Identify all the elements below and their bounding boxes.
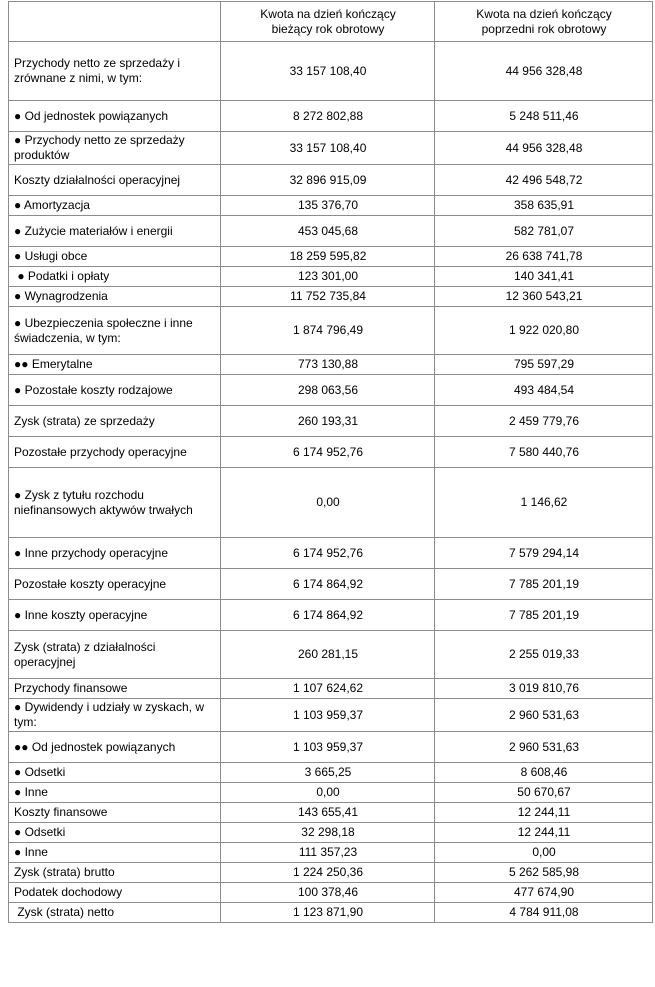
row-label: ●● Emerytalne [9, 355, 221, 375]
row-label: ● Odsetki [9, 763, 221, 783]
row-current-value: 143 655,41 [221, 803, 435, 823]
row-previous-value: 8 608,46 [435, 763, 653, 783]
row-current-value: 1 107 624,62 [221, 679, 435, 699]
table-row [9, 267, 653, 287]
row-previous-value: 3 019 810,76 [435, 679, 653, 699]
table-row [9, 732, 653, 763]
row-label: Przychody netto ze sprzedaży i zrównane z nimi, w tym: [9, 42, 221, 101]
table-row [9, 468, 653, 538]
row-previous-value: 44 956 328,48 [435, 132, 653, 165]
row-label: ● Od jednostek powiązanych [9, 101, 221, 132]
row-current-value: 6 174 864,92 [221, 569, 435, 600]
row-label: ● Amortyzacja [9, 196, 221, 216]
row-previous-value: 0,00 [435, 843, 653, 863]
header-previous-line1: Kwota na dzień kończący [476, 6, 612, 21]
row-current-value: 1 874 796,49 [221, 307, 435, 355]
table-row [9, 42, 653, 101]
row-label: Zysk (strata) netto [9, 903, 221, 923]
table-row [9, 538, 653, 569]
row-current-value: 6 174 952,76 [221, 437, 435, 468]
row-current-value: 0,00 [221, 468, 435, 538]
row-current-value: 8 272 802,88 [221, 101, 435, 132]
row-current-value: 6 174 952,76 [221, 538, 435, 569]
row-previous-value: 7 580 440,76 [435, 437, 653, 468]
row-label: ● Ubezpieczenia społeczne i inne świadczenia, w tym: [9, 307, 221, 355]
row-previous-value: 2 960 531,63 [435, 699, 653, 732]
row-current-value: 135 376,70 [221, 196, 435, 216]
row-previous-value: 493 484,54 [435, 375, 653, 406]
row-current-value: 100 378,46 [221, 883, 435, 903]
table-row [9, 679, 653, 699]
row-previous-value: 582 781,07 [435, 216, 653, 247]
table-row [9, 355, 653, 375]
table-row [9, 406, 653, 437]
row-current-value: 1 103 959,37 [221, 699, 435, 732]
row-label: ● Wynagrodzenia [9, 287, 221, 307]
row-label: ● Inne koszty operacyjne [9, 600, 221, 631]
row-current-value: 1 103 959,37 [221, 732, 435, 763]
row-label: Pozostałe koszty operacyjne [9, 569, 221, 600]
row-previous-value: 44 956 328,48 [435, 42, 653, 101]
row-label: Koszty działalności operacyjnej [9, 165, 221, 196]
header-row [9, 2, 653, 42]
row-previous-value: 4 784 911,08 [435, 903, 653, 923]
row-label: Koszty finansowe [9, 803, 221, 823]
row-label: Zysk (strata) ze sprzedaży [9, 406, 221, 437]
table-row [9, 783, 653, 803]
row-label: ● Inne [9, 843, 221, 863]
row-current-value: 111 357,23 [221, 843, 435, 863]
table-row [9, 843, 653, 863]
row-previous-value: 2 255 019,33 [435, 631, 653, 679]
row-previous-value: 50 670,67 [435, 783, 653, 803]
row-current-value: 298 063,56 [221, 375, 435, 406]
header-current-line2: bieżący rok obrotowy [271, 21, 385, 36]
row-current-value: 32 896 915,09 [221, 165, 435, 196]
row-previous-value: 12 360 543,21 [435, 287, 653, 307]
table-row [9, 803, 653, 823]
header-current-year [221, 2, 435, 42]
row-label: ● Inne [9, 783, 221, 803]
table-row [9, 823, 653, 843]
row-previous-value: 1 146,62 [435, 468, 653, 538]
table-row [9, 600, 653, 631]
row-current-value: 33 157 108,40 [221, 42, 435, 101]
table-row [9, 247, 653, 267]
row-current-value: 18 259 595,82 [221, 247, 435, 267]
row-current-value: 3 665,25 [221, 763, 435, 783]
row-label: ● Zużycie materiałów i energii [9, 216, 221, 247]
row-label: Przychody finansowe [9, 679, 221, 699]
table-row [9, 569, 653, 600]
row-label: ● Odsetki [9, 823, 221, 843]
row-current-value: 1 224 250,36 [221, 863, 435, 883]
table-row [9, 631, 653, 679]
table-row [9, 903, 653, 923]
row-label: ● Zysk z tytułu rozchodu niefinansowych aktywów trwałych [9, 468, 221, 538]
row-current-value: 260 281,15 [221, 631, 435, 679]
row-previous-value: 1 922 020,80 [435, 307, 653, 355]
header-current-line1: Kwota na dzień kończący [260, 6, 396, 21]
row-previous-value: 2 960 531,63 [435, 732, 653, 763]
row-current-value: 1 123 871,90 [221, 903, 435, 923]
table-row [9, 287, 653, 307]
row-label: ● Przychody netto ze sprzedaży produktów [9, 132, 221, 165]
row-label: ● Podatki i opłaty [9, 267, 221, 287]
table-row [9, 307, 653, 355]
row-label: ● Inne przychody operacyjne [9, 538, 221, 569]
row-previous-value: 42 496 548,72 [435, 165, 653, 196]
row-previous-value: 358 635,91 [435, 196, 653, 216]
row-current-value: 32 298,18 [221, 823, 435, 843]
row-previous-value: 12 244,11 [435, 823, 653, 843]
row-previous-value: 140 341,41 [435, 267, 653, 287]
table-row [9, 101, 653, 132]
row-current-value: 453 045,68 [221, 216, 435, 247]
row-current-value: 260 193,31 [221, 406, 435, 437]
row-label: Pozostałe przychody operacyjne [9, 437, 221, 468]
row-previous-value: 5 262 585,98 [435, 863, 653, 883]
table-row [9, 132, 653, 165]
row-previous-value: 5 248 511,46 [435, 101, 653, 132]
table-row [9, 375, 653, 406]
row-current-value: 773 130,88 [221, 355, 435, 375]
financial-statement-table [8, 1, 653, 923]
row-previous-value: 477 674,90 [435, 883, 653, 903]
header-blank-cell [9, 2, 221, 42]
table-row [9, 196, 653, 216]
row-current-value: 123 301,00 [221, 267, 435, 287]
row-label: Zysk (strata) z działalności operacyjnej [9, 631, 221, 679]
row-previous-value: 795 597,29 [435, 355, 653, 375]
table-row [9, 437, 653, 468]
row-label: ● Usługi obce [9, 247, 221, 267]
table-row [9, 883, 653, 903]
row-previous-value: 7 785 201,19 [435, 569, 653, 600]
row-label: ● Pozostałe koszty rodzajowe [9, 375, 221, 406]
table-row [9, 863, 653, 883]
row-current-value: 6 174 864,92 [221, 600, 435, 631]
row-previous-value: 26 638 741,78 [435, 247, 653, 267]
header-previous-line2: poprzedni rok obrotowy [481, 21, 607, 36]
row-label: ●● Od jednostek powiązanych [9, 732, 221, 763]
row-previous-value: 7 579 294,14 [435, 538, 653, 569]
table-row [9, 165, 653, 196]
row-label: Podatek dochodowy [9, 883, 221, 903]
row-previous-value: 12 244,11 [435, 803, 653, 823]
table-body [9, 42, 653, 923]
row-current-value: 11 752 735,84 [221, 287, 435, 307]
row-label: ● Dywidendy i udziały w zyskach, w tym: [9, 699, 221, 732]
row-label: Zysk (strata) brutto [9, 863, 221, 883]
row-current-value: 0,00 [221, 783, 435, 803]
row-previous-value: 2 459 779,76 [435, 406, 653, 437]
table-row [9, 763, 653, 783]
row-previous-value: 7 785 201,19 [435, 600, 653, 631]
table-row [9, 699, 653, 732]
row-current-value: 33 157 108,40 [221, 132, 435, 165]
table-row [9, 216, 653, 247]
header-previous-year [435, 2, 653, 42]
